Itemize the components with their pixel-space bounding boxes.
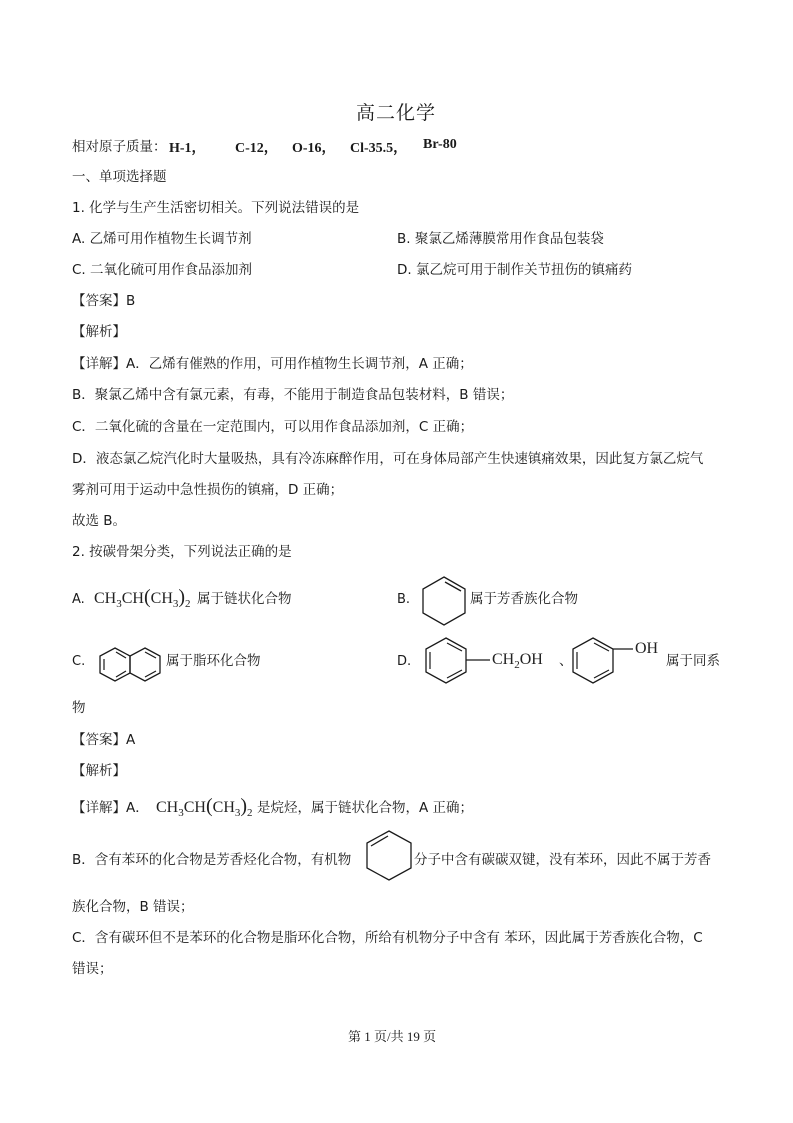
cyclohexene-inline-structure-icon — [0, 0, 1, 1]
q1-option-a: A. 乙烯可用作植物生长调节剂 — [72, 231, 252, 247]
q2-answer: 【答案】A — [72, 732, 136, 748]
page-footer: 第 1 页/共 19 页 — [348, 1029, 437, 1044]
q2-detail-c-cont: 错误； — [72, 961, 113, 977]
q2-detail-b-text: 分子中含有碳碳双键，没有苯环，因此不属于芳香 — [414, 852, 711, 868]
q1-option-d: D. 氯乙烷可用于制作关节扭伤的镇痛药 — [397, 262, 632, 278]
atomic-mass-o: O-16， — [292, 141, 336, 156]
q1-detail-line: D．液态氯乙烷汽化时大量吸热，具有冷冻麻醉作用，可在身体局部产生快速镇痛效果，因此复方氯乙烷气 — [72, 451, 704, 467]
atomic-mass-br: Br-80 — [423, 137, 457, 152]
q1-detail-line: 【详解】A．乙烯有催熟的作用，可用作植物生长调节剂，A 正确； — [72, 356, 473, 372]
atomic-mass-label: 相对原子质量： — [72, 139, 167, 155]
q1-detail-line: 雾剂可用于运动中急性损伤的镇痛，D 正确； — [72, 482, 344, 498]
q2-detail-c: C．含有碳环但不是苯环的化合物是脂环化合物，所给有机物分子中含有 苯环，因此属于芳香族化合物，C — [72, 930, 703, 946]
q2-option-c-text: 属于脂环化合物 — [166, 653, 261, 669]
q2-option-d-text-cont: 物 — [72, 700, 86, 716]
q2-option-d-separator: 、 — [559, 653, 573, 669]
q1-detail-line: 故选 B。 — [72, 513, 127, 529]
q2-option-d-formula-1: $CH_2OH$ — [492, 651, 543, 672]
q1-option-c: C. 二氧化硫可用作食品添加剂 — [72, 262, 253, 278]
q2-option-d-letter: D. — [397, 654, 412, 669]
q2-option-b-text: 属于芳香族化合物 — [470, 591, 578, 607]
q2-detail-a-formula: $CH_3CH(CH_3)_2$ — [156, 795, 253, 820]
page-title: 高二化学 — [356, 102, 437, 124]
q2-detail-b-prefix: B．含有苯环的化合物是芳香烃化合物，有机物 — [72, 852, 352, 868]
q1-detail-line: C．二氧化硫的含量在一定范围内，可以用作食品添加剂，C 正确； — [72, 419, 474, 435]
q2-option-d-formula-2: OH — [635, 640, 659, 657]
q2-option-a-letter: A. — [72, 592, 85, 607]
atomic-mass-h: H-1， — [169, 141, 206, 156]
section-heading: 一、单项选择题 — [72, 169, 167, 185]
q1-stem: 1. 化学与生产生活密切相关。下列说法错误的是 — [72, 200, 360, 216]
q2-detail-b-cont: 族化合物，B 错误； — [72, 899, 194, 915]
q2-analysis-label: 【解析】 — [72, 763, 126, 779]
q1-detail-line: B．聚氯乙烯中含有氯元素，有毒，不能用于制造食品包装材料，B 错误； — [72, 387, 514, 403]
q2-stem: 2. 按碳骨架分类，下列说法正确的是 — [72, 544, 292, 560]
q2-option-c-letter: C. — [72, 654, 86, 669]
q2-option-a-text: 属于链状化合物 — [197, 591, 292, 607]
q2-option-b-letter: B. — [397, 592, 411, 607]
q2-detail-a-prefix: 【详解】A． — [72, 800, 149, 816]
atomic-mass-cl: Cl-35.5， — [350, 141, 408, 156]
q1-option-b: B. 聚氯乙烯薄膜常用作食品包装袋 — [397, 231, 604, 247]
q2-option-a-formula: $CH_3CH(CH_3)_2$ — [94, 586, 191, 611]
q2-detail-a-text: 是烷烃，属于链状化合物，A 正确； — [257, 800, 474, 816]
q1-answer: 【答案】B — [72, 293, 136, 309]
atomic-mass-c: C-12， — [235, 141, 278, 156]
q2-option-d-text: 属于同系 — [666, 653, 720, 669]
q1-analysis-label: 【解析】 — [72, 324, 126, 340]
